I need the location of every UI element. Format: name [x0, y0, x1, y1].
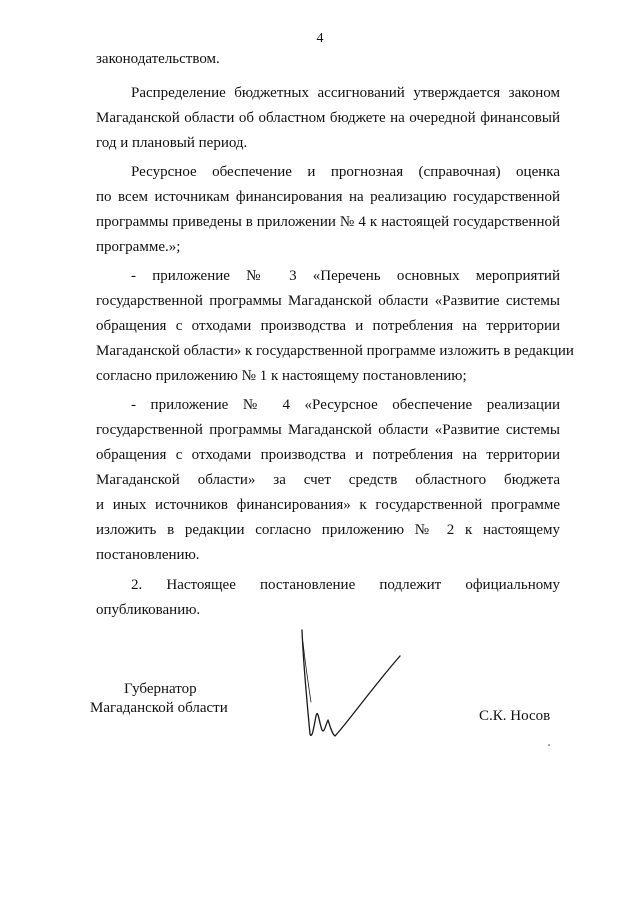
list-item-line: Магаданской области» за счет средств областного бюджета [96, 472, 560, 488]
paragraph-line: по всем источникам финансирования на реализацию государственной [96, 189, 560, 205]
list-item-line: изложить в редакции согласно приложению № 2 к настоящему [96, 522, 560, 538]
list-item-line: постановлению. [96, 547, 200, 563]
paragraph-line: программы приведены в приложении № 4 к настоящей государственной [96, 214, 560, 230]
numbered-item-line: 2. Настоящее постановление подлежит официальному [131, 577, 560, 593]
paragraph-line: программе.»; [96, 239, 181, 255]
paragraph-line: Ресурсное обеспечение и прогнозная (справочная) оценка [131, 164, 560, 180]
paragraph-line: год и плановый период. [96, 135, 248, 151]
list-item-line: обращения с отходами производства и потребления на территории [96, 318, 560, 334]
list-item-line: и иных источников финансирования» к государственной программе [96, 497, 560, 513]
scan-speck [548, 744, 550, 746]
numbered-item-line: опубликованию. [96, 602, 201, 618]
signatory-title: Губернатор [124, 681, 197, 697]
list-item-line: - приложение № 4 «Ресурсное обеспечение реализации [131, 397, 560, 413]
list-item-line: Магаданской области» к государственной программе изложить в редакции [96, 343, 574, 359]
list-item-line: обращения с отходами производства и потребления на территории [96, 447, 560, 463]
signatory-region: Магаданской области [90, 700, 228, 716]
list-item-line: государственной программы Магаданской области «Развитие системы [96, 422, 560, 438]
signatory-name: С.К. Носов [479, 708, 551, 724]
list-item-line: - приложение № 3 «Перечень основных мероприятий [131, 268, 560, 284]
text-line: законодательством. [96, 51, 220, 67]
paragraph-line: Распределение бюджетных ассигнований утверждается законом [131, 85, 560, 101]
paragraph-line: Магаданской области об областном бюджете на очередной финансовый [96, 110, 560, 126]
list-item-line: согласно приложению № 1 к настоящему постановлению; [96, 368, 467, 384]
handwritten-signature [288, 622, 418, 752]
list-item-line: государственной программы Магаданской области «Развитие системы [96, 293, 560, 309]
page-number: 4 [316, 31, 324, 46]
